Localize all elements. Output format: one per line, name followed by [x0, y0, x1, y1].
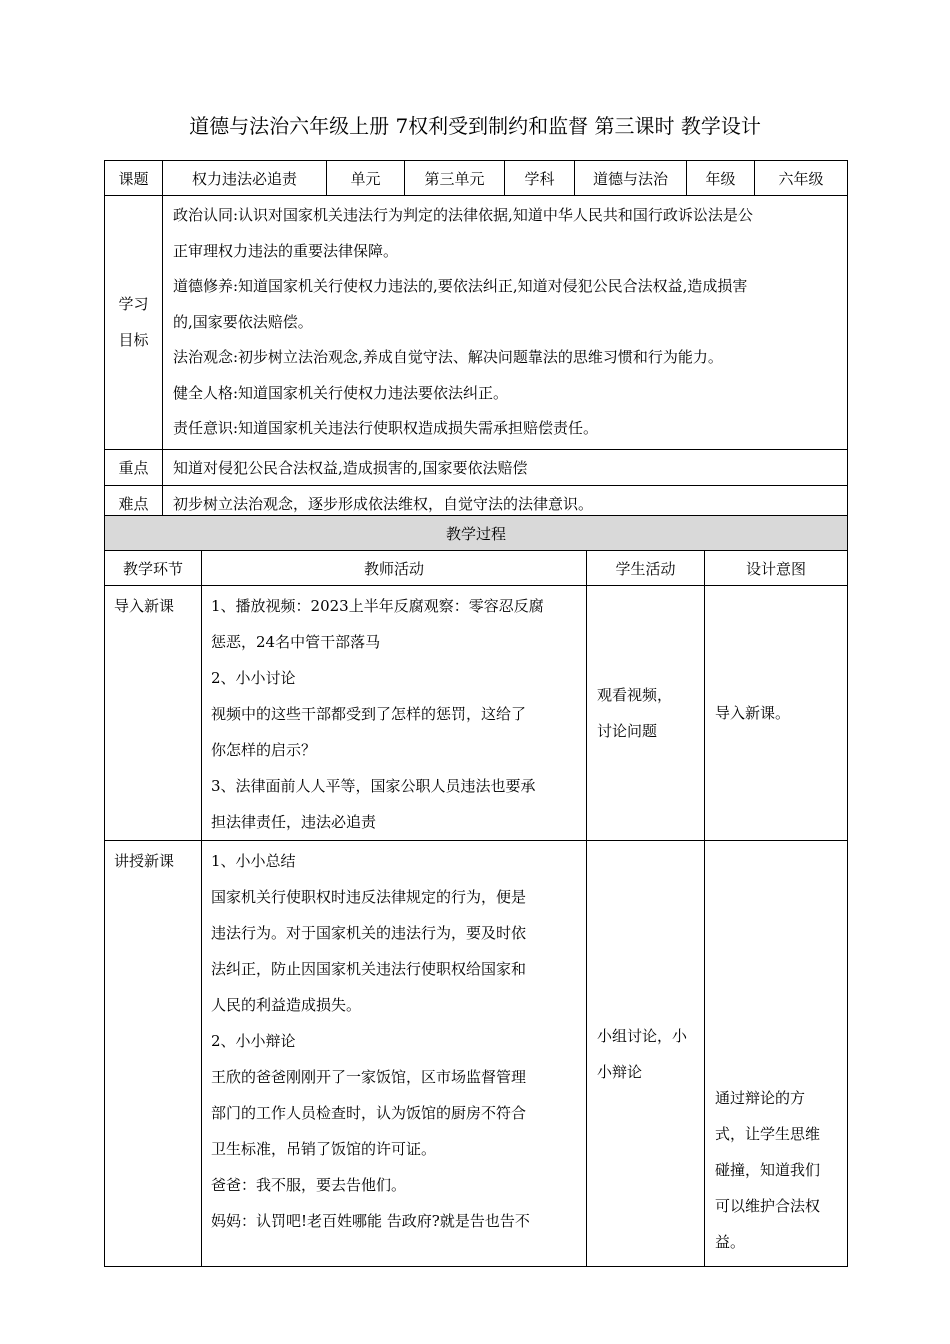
teacher-line: 王欣的爸爸刚刚开了一家饭馆，区市场监督管理 [211, 1068, 527, 1086]
intent-line: 通过辩论的方 [715, 1089, 806, 1107]
process-title: 教学过程 [105, 516, 848, 551]
goals-label-line: 学习 [118, 295, 149, 314]
teacher-line: 惩恶，24名中管干部落马 [211, 633, 381, 651]
topic-label: 课题 [105, 161, 163, 196]
header-student: 学生活动 [587, 551, 705, 586]
goals-content [163, 196, 848, 450]
intent-line: 碰撞，知道我们 [715, 1161, 821, 1179]
stage-cell [105, 586, 202, 841]
goal-line: 责任意识:知道国家机关违法行使职权造成损失需承担赔偿责任。 [173, 419, 599, 437]
header-teacher: 教师活动 [202, 551, 587, 586]
teacher-cell [202, 841, 587, 1267]
teacher-line: 2、小小讨论 [211, 669, 296, 687]
key-point-label: 重点 [105, 449, 163, 485]
teacher-line: 人民的利益造成损失。 [211, 996, 362, 1014]
stage-cell [105, 841, 202, 1267]
intent-line: 式，让学生思维 [715, 1125, 821, 1143]
student-line: 小组讨论，小 [597, 1026, 688, 1045]
intent-cell [705, 841, 848, 1267]
goal-line: 道德修养:知道国家机关行使权力违法的,要依法纠正,知道对侵犯公民合法权益,造成损害 [173, 277, 748, 295]
teacher-line: 国家机关行使职权时违反法律规定的行为，便是 [211, 888, 527, 906]
goal-line: 健全人格:知道国家机关行使权力违法要依法纠正。 [173, 383, 509, 402]
teacher-line: 视频中的这些干部都受到了怎样的惩罚，这给了 [211, 705, 527, 723]
student-cell [587, 586, 705, 841]
subject-value: 道德与法治 [575, 161, 687, 196]
teacher-line: 违法行为。对于国家机关的违法行为，要及时依 [211, 924, 527, 942]
student-cell [587, 841, 705, 1267]
goal-line: 正审理权力违法的重要法律保障。 [173, 241, 399, 260]
goal-line: 政治认同:认识对国家机关违法行为判定的法律依据,知道中华人民共和国行政诉讼法是公 [173, 206, 753, 224]
header-stage: 教学环节 [105, 551, 202, 586]
student-line: 讨论问题 [597, 722, 658, 740]
grade-label: 年级 [687, 161, 755, 196]
goal-line: 法治观念:初步树立法治观念,养成自觉守法、解决问题靠法的思维习惯和行为能力。 [173, 348, 723, 366]
teacher-line: 部门的工作人员检查时，认为饭馆的厨房不符合 [211, 1104, 527, 1122]
intent-line: 可以维护合法权 [715, 1197, 821, 1215]
intent-line: 导入新课。 [715, 704, 791, 722]
teacher-line: 1、小小总结 [211, 852, 296, 870]
difficulty-text: 初步树立法治观念，逐步形成依法维权，自觉守法的法律意识。 [163, 485, 848, 521]
intent-cell [705, 586, 848, 841]
teacher-line: 1、播放视频：2023上半年反腐观察：零容忍反腐 [211, 597, 544, 615]
teacher-line: 卫生标准，吊销了饭馆的许可证。 [211, 1140, 437, 1158]
teacher-line: 3、法律面前人人平等，国家公职人员违法也要承 [211, 777, 536, 795]
student-line: 小辩论 [597, 1062, 643, 1081]
intent-line: 益。 [715, 1233, 746, 1251]
teacher-line: 你怎样的启示？ [211, 741, 317, 759]
unit-label: 单元 [327, 161, 405, 196]
table-row [105, 586, 848, 841]
stage-text: 讲授新课 [114, 852, 175, 870]
teacher-cell [202, 586, 587, 841]
header-intent: 设计意图 [705, 551, 848, 586]
teacher-line: 担法律责任，违法必追责 [211, 813, 377, 831]
grade-value: 六年级 [755, 161, 848, 196]
table-row [105, 841, 848, 1267]
teacher-line: 爸爸：我不服，要去告他们。 [211, 1176, 407, 1194]
stage-text: 导入新课 [114, 597, 175, 615]
subject-label: 学科 [505, 161, 575, 196]
teacher-line: 法纠正，防止因国家机关违法行使职权给国家和 [211, 960, 527, 978]
goal-line: 的,国家要依法赔偿。 [173, 312, 313, 331]
key-point-text: 知道对侵犯公民合法权益,造成损害的,国家要依法赔偿 [163, 449, 848, 485]
topic-value: 权力违法必追责 [163, 161, 327, 196]
info-table [104, 160, 848, 522]
goals-label-line: 目标 [118, 331, 149, 350]
document-title: 道德与法治六年级上册 7权利受到制约和监督 第三课时 教学设计 [189, 114, 761, 138]
unit-value: 第三单元 [405, 161, 505, 196]
goals-label [105, 196, 163, 450]
difficulty-label: 难点 [105, 485, 163, 521]
student-line: 观看视频， [597, 686, 673, 704]
teacher-line: 妈妈：认罚吧!老百姓哪能 告政府?就是告也告不 [211, 1212, 530, 1230]
teacher-line: 2、小小辩论 [211, 1032, 296, 1050]
process-table [104, 515, 848, 1267]
